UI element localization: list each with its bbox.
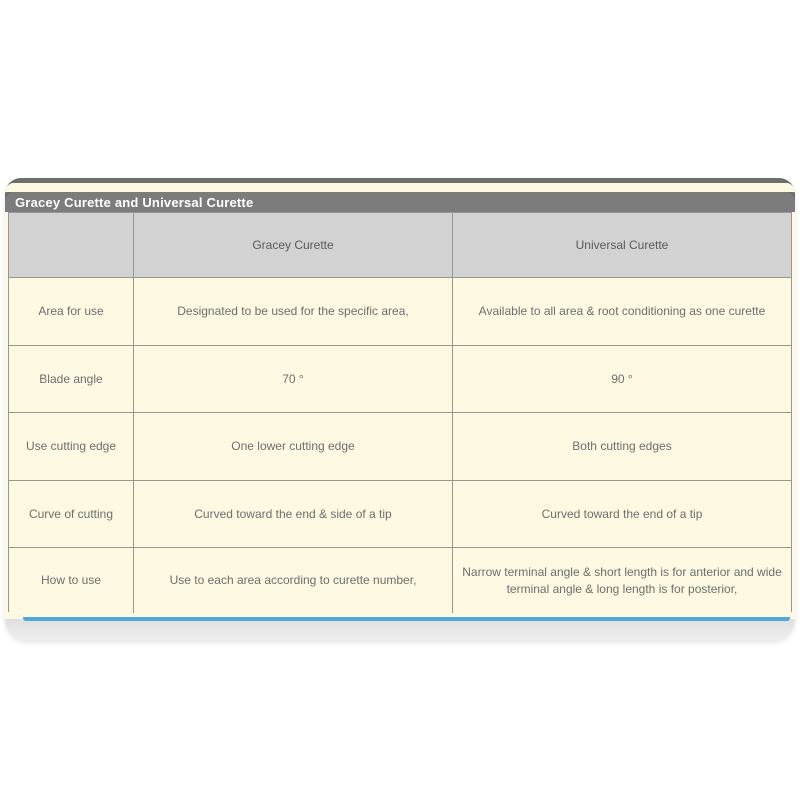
comparison-table: [8, 212, 792, 612]
card-footer-bar: [5, 619, 795, 640]
row-label: Curve of cutting: [9, 481, 134, 548]
header-cell-empty: [9, 213, 134, 278]
gracey-cell: Designated to be used for the specific area,: [134, 278, 453, 346]
card-top-cream-strip: [5, 183, 795, 192]
card-title-bar: [5, 192, 795, 212]
row-label: Use cutting edge: [9, 413, 134, 481]
accent-underline: [23, 617, 790, 621]
row-label: How to use: [9, 548, 134, 613]
gracey-cell: Use to each area according to curette number,: [134, 548, 453, 613]
header-cell-universal: Universal Curette: [453, 213, 791, 278]
gracey-cell: Curved toward the end & side of a tip: [134, 481, 453, 548]
universal-cell: Curved toward the end of a tip: [453, 481, 791, 548]
universal-cell: Both cutting edges: [453, 413, 791, 481]
universal-cell: Narrow terminal angle & short length is for anterior and wide terminal angle & long length is for posterior,: [453, 548, 791, 613]
universal-cell: 90 °: [453, 346, 791, 413]
gracey-cell: 70 °: [134, 346, 453, 413]
row-label: Blade angle: [9, 346, 134, 413]
comparison-card: [5, 178, 795, 640]
row-label: Area for use: [9, 278, 134, 346]
page-title: Gracey Curette and Universal Curette: [15, 194, 254, 210]
universal-cell: Available to all area & root conditioning as one curette: [453, 278, 791, 346]
header-cell-gracey: Gracey Curette: [134, 213, 453, 278]
gracey-cell: One lower cutting edge: [134, 413, 453, 481]
